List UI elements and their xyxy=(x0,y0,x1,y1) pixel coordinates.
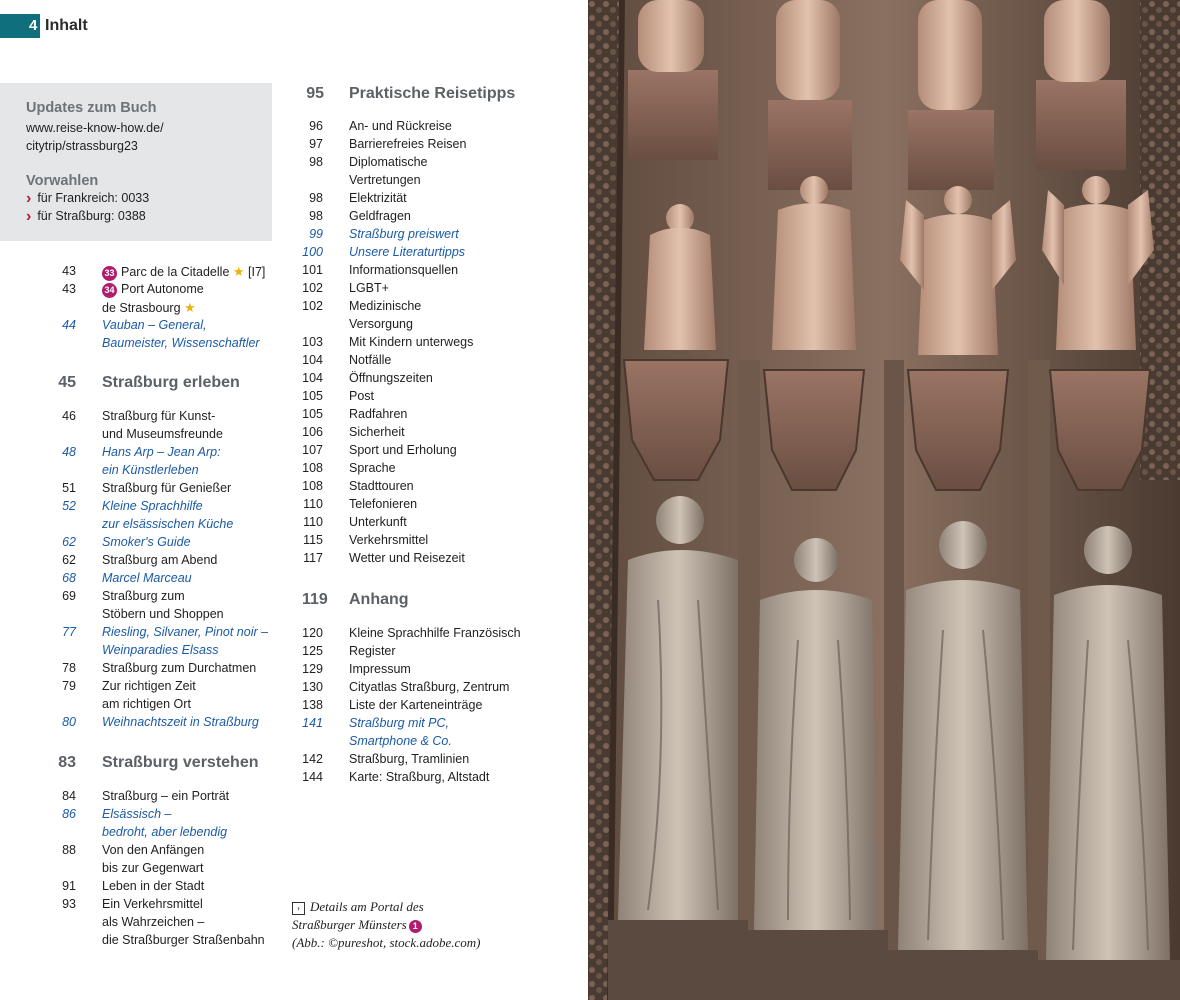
toc-page: 100 xyxy=(302,245,323,259)
toc-page: 98 xyxy=(309,155,323,169)
toc-page: 103 xyxy=(302,335,323,349)
toc-page: 102 xyxy=(302,299,323,313)
toc-title: Von den Anfängen xyxy=(102,843,205,857)
section-title: Straßburg verstehen xyxy=(102,754,259,771)
toc-title: Elsässisch – xyxy=(102,807,172,821)
toc-page: 144 xyxy=(302,770,323,784)
arrow-box-icon: › xyxy=(292,902,305,915)
toc-page: 80 xyxy=(62,715,76,729)
toc-title: Elektrizität xyxy=(349,191,407,205)
star-icon: ★ xyxy=(232,264,245,279)
updates-url-line1[interactable]: www.reise-know-how.de/ xyxy=(26,121,164,135)
toc-title: Telefonieren xyxy=(349,497,418,511)
toc-title: Straßburg, Tramlinien xyxy=(349,752,470,766)
toc-title: Wetter und Reisezeit xyxy=(349,551,465,565)
poi-badge: 34 xyxy=(102,283,117,298)
grid-ref: [I7] xyxy=(248,265,266,279)
toc-page: 43 xyxy=(62,282,76,296)
toc-title: Kleine Sprachhilfe xyxy=(102,499,203,513)
toc-page: 62 xyxy=(62,535,76,549)
toc-page: 84 xyxy=(62,789,76,803)
toc-title: Sprache xyxy=(349,461,396,475)
toc-page: 104 xyxy=(302,371,323,385)
toc-page: 138 xyxy=(302,698,323,712)
toc-page: 101 xyxy=(302,263,323,277)
dial-item: › für Straßburg: 0388 xyxy=(26,207,146,225)
toc-title: Stadttouren xyxy=(349,479,414,493)
toc-title: Post xyxy=(349,389,375,403)
toc-title: Vertretungen xyxy=(349,173,421,187)
toc-title: Straßburg für Genießer xyxy=(102,481,232,495)
toc-title: als Wahrzeichen – xyxy=(102,915,205,929)
toc-title: Öffnungszeiten xyxy=(349,371,433,385)
toc-title: Vauban – General, xyxy=(102,318,207,332)
toc-page: 97 xyxy=(309,137,323,151)
toc-title: Parc de la Citadelle xyxy=(121,265,230,279)
poi-badge: 33 xyxy=(102,266,117,281)
toc-title: Diplomatische xyxy=(349,155,428,169)
toc-title: bis zur Gegenwart xyxy=(102,861,204,875)
section-page: 119 xyxy=(302,591,328,608)
toc-title: Straßburg am Abend xyxy=(102,553,218,567)
section-title: Anhang xyxy=(349,591,409,608)
toc-page: 141 xyxy=(302,716,323,730)
toc-page: 104 xyxy=(302,353,323,367)
toc-page: 105 xyxy=(302,389,323,403)
portal-illustration xyxy=(588,0,1180,1000)
toc-title: Stöbern und Shoppen xyxy=(102,607,224,621)
toc-page: 117 xyxy=(303,551,323,565)
toc-title: Unterkunft xyxy=(349,515,407,529)
toc-title: Weihnachtszeit in Straßburg xyxy=(102,715,259,729)
toc-page: 108 xyxy=(302,461,323,475)
toc-title: Ein Verkehrsmittel xyxy=(102,897,203,911)
toc-title: die Straßburger Straßenbahn xyxy=(102,933,265,947)
toc-page: 106 xyxy=(302,425,323,439)
toc-page: 78 xyxy=(62,661,76,675)
toc-page: 93 xyxy=(62,897,76,911)
toc-page: 110 xyxy=(303,497,323,511)
toc-page: 98 xyxy=(309,191,323,205)
toc-title: am richtigen Ort xyxy=(102,697,191,711)
toc-title: Verkehrsmittel xyxy=(349,533,429,547)
toc-title: Radfahren xyxy=(349,407,408,421)
toc-page: 142 xyxy=(302,752,323,766)
toc-page: 51 xyxy=(62,481,76,495)
dial-title: Vorwahlen xyxy=(26,173,99,189)
toc-page: 102 xyxy=(302,281,323,295)
toc-page: 96 xyxy=(309,119,323,133)
toc-title: zur elsässischen Küche xyxy=(102,517,234,531)
toc-page: 99 xyxy=(309,227,323,241)
star-icon: ★ xyxy=(184,300,196,315)
toc-page: 77 xyxy=(62,625,76,639)
toc-page: 88 xyxy=(62,843,76,857)
toc-title: und Museumsfreunde xyxy=(102,427,223,441)
toc-title: Hans Arp – Jean Arp: xyxy=(102,445,221,459)
toc-title: Sport und Erholung xyxy=(349,443,457,457)
section-page: 45 xyxy=(58,374,76,391)
caption-credit: (Abb.: ©pureshot, stock.adobe.com) xyxy=(292,935,481,950)
toc-page: 68 xyxy=(62,571,76,585)
toc-title: Cityatlas Straßburg, Zentrum xyxy=(349,680,510,694)
toc-title: Baumeister, Wissenschaftler xyxy=(102,336,260,350)
toc-page: 79 xyxy=(62,679,76,693)
toc-title: Smoker's Guide xyxy=(102,535,191,549)
toc-left-column xyxy=(54,0,284,1000)
page-number: 4 xyxy=(29,17,38,34)
toc-title: Straßburg zum xyxy=(102,589,185,603)
toc-title: Karte: Straßburg, Altstadt xyxy=(349,770,490,784)
toc-title: bedroht, aber lebendig xyxy=(102,825,228,839)
toc-title: Geldfragen xyxy=(349,209,411,223)
toc-title: Weinparadies Elsass xyxy=(102,643,219,657)
toc-title: Straßburg mit PC, xyxy=(349,716,450,730)
toc-title: Informationsquellen xyxy=(349,263,459,277)
page-title: Inhalt xyxy=(45,17,88,34)
toc-title: Straßburg für Kunst- xyxy=(102,409,216,423)
toc-page: 43 xyxy=(62,264,76,278)
toc-page: 98 xyxy=(309,209,323,223)
toc-title: Kleine Sprachhilfe Französisch xyxy=(349,626,521,640)
toc-title: Register xyxy=(349,644,396,658)
toc-page: 44 xyxy=(62,318,76,332)
dial-item: › für Frankreich: 0033 xyxy=(26,189,149,207)
toc-page: 115 xyxy=(303,533,323,547)
toc-page: 48 xyxy=(62,445,76,459)
updates-title: Updates zum Buch xyxy=(26,100,157,116)
toc-title: Impressum xyxy=(349,662,411,676)
toc-page: 105 xyxy=(302,407,323,421)
toc-title: Straßburg – ein Porträt xyxy=(102,789,230,803)
section-page: 95 xyxy=(306,85,324,102)
toc-title: Riesling, Silvaner, Pinot noir – xyxy=(102,625,269,639)
section-title: Praktische Reisetipps xyxy=(349,85,516,102)
toc-title: Notfälle xyxy=(349,353,392,367)
toc-page: 110 xyxy=(303,515,323,529)
toc-title: Straßburg preiswert xyxy=(349,227,459,241)
toc-title: An- und Rückreise xyxy=(349,119,452,133)
toc-title: Mit Kindern unterwegs xyxy=(349,335,474,349)
toc-page: 129 xyxy=(302,662,323,676)
caption-line: Details am Portal des xyxy=(310,899,424,914)
toc-right-column xyxy=(302,0,582,1000)
toc-title: Versorgung xyxy=(349,317,413,331)
toc-title: Marcel Marceau xyxy=(102,571,192,585)
toc-page: 107 xyxy=(302,443,323,457)
toc-title: Barrierefreies Reisen xyxy=(349,137,467,151)
toc-title: Zur richtigen Zeit xyxy=(102,679,196,693)
toc-title: de Strasbourg xyxy=(102,301,181,315)
toc-title: ein Künstlerleben xyxy=(102,463,199,477)
toc-title: Unsere Literaturtipps xyxy=(349,245,466,259)
toc-page: 125 xyxy=(302,644,323,658)
toc-page: 108 xyxy=(302,479,323,493)
toc-title: Port Autonome xyxy=(121,282,204,296)
photo-caption xyxy=(292,898,480,952)
toc-title: Leben in der Stadt xyxy=(102,879,205,893)
toc-page: 86 xyxy=(62,807,76,821)
section-page: 83 xyxy=(58,754,76,771)
toc-title: Medizinische xyxy=(349,299,422,313)
toc-page: 120 xyxy=(302,626,323,640)
toc-title: LGBT+ xyxy=(349,281,389,295)
cathedral-portal-photo xyxy=(588,0,1180,1000)
toc-page: 69 xyxy=(62,589,76,603)
updates-url-line2[interactable]: citytrip/strassburg23 xyxy=(26,139,138,153)
toc-page: 52 xyxy=(62,499,76,513)
section-title: Straßburg erleben xyxy=(102,374,240,391)
toc-title: Straßburg zum Durchatmen xyxy=(102,661,257,675)
toc-page: 46 xyxy=(62,409,76,423)
toc-title: Smartphone & Co. xyxy=(349,734,452,748)
caption-line: Straßburger Münsters xyxy=(292,917,407,932)
toc-page: 62 xyxy=(62,553,76,567)
toc-page: 91 xyxy=(62,879,76,893)
toc-title: Sicherheit xyxy=(349,425,405,439)
poi-badge: 1 xyxy=(409,920,422,933)
toc-page: 130 xyxy=(302,680,323,694)
toc-title: Liste der Karteneinträge xyxy=(349,698,483,712)
